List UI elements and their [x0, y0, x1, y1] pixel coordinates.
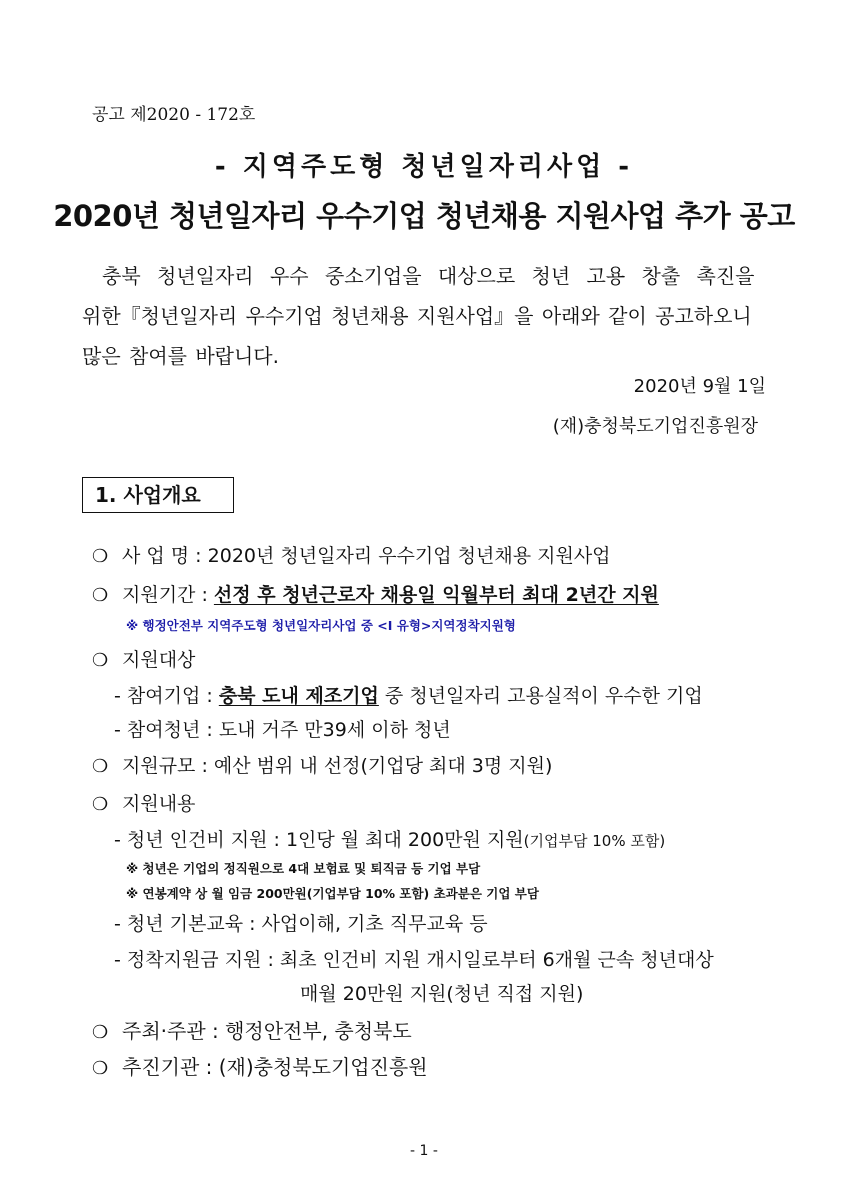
support-target-label: 지원대상 — [122, 649, 196, 671]
labor-cost-item — [114, 825, 665, 852]
bullet-icon: ❍ — [92, 585, 109, 606]
agency-label: 추진기관 : — [122, 1055, 213, 1079]
intro-line-1: 충북 청년일자리 우수 중소기업을 대상으로 청년 고용 창출 촉진을 — [102, 264, 755, 288]
settlement-grant-value-2: 매월 20만원 지원(청년 직접 지원) — [300, 983, 584, 1005]
document-title: 2020년 청년일자리 우수기업 청년채용 지원사업 추가 공고 — [53, 199, 795, 233]
bullet-icon: ❍ — [92, 650, 109, 671]
labor-cost-note-2: ※ 연봉계약 상 월 임금 200만원(기업부담 10% 포함) 초과분은 기업 부담 — [126, 886, 539, 901]
settlement-grant-value-1: 최초 인건비 지원 개시일로부터 6개월 근속 청년대상 — [279, 949, 714, 971]
support-period-note: ※ 행정안전부 지역주도형 청년일자리사업 중 <Ⅰ 유형>지역정착지원형 — [126, 618, 516, 633]
host-value: 행정안전부, 충청북도 — [225, 1019, 412, 1043]
intro-line-2: 위한『청년일자리 우수기업 청년채용 지원사업』을 아래와 같이 공고하오니 — [82, 304, 752, 328]
page-number: - 1 - — [410, 1143, 438, 1159]
agency-item — [92, 1051, 428, 1080]
basic-education-item — [114, 909, 488, 936]
project-name-label: 사 업 명 : — [122, 545, 202, 567]
participating-youth-value: 도내 거주 만39세 이하 청년 — [218, 719, 451, 741]
support-target-item — [92, 645, 195, 672]
support-content-item — [92, 789, 195, 816]
host-item — [92, 1015, 412, 1044]
notice-date: 2020년 9월 1일 — [633, 376, 766, 397]
participating-company-rest: 중 청년일자리 고용실적이 우수한 기업 — [384, 685, 703, 707]
notice-number: 공고 제2020 - 172호 — [92, 105, 256, 125]
intro-line-3: 많은 참여를 바랍니다. — [82, 344, 279, 368]
section-heading-overview: 1. 사업개요 — [82, 477, 234, 513]
support-scale-label: 지원규모 : — [122, 755, 208, 777]
participating-youth-label: - 참여청년 : — [114, 719, 213, 741]
support-period-item — [92, 580, 659, 607]
bullet-icon: ❍ — [92, 794, 109, 815]
participating-company-item — [114, 681, 703, 708]
bullet-icon: ❍ — [92, 756, 109, 777]
support-scale-value: 예산 범위 내 선정(기업당 최대 3명 지원) — [213, 755, 553, 777]
agency-value: (재)충청북도기업진흥원 — [218, 1055, 428, 1079]
host-label: 주최·주관 : — [122, 1019, 219, 1043]
settlement-grant-label: - 정착지원금 지원 : — [114, 949, 274, 971]
support-scale-item — [92, 751, 552, 778]
project-name-item — [92, 541, 611, 568]
labor-cost-small-note: (기업부담 10% 포함) — [523, 832, 666, 850]
participating-company-label: - 참여기업 : — [114, 685, 213, 707]
settlement-grant-item — [114, 945, 714, 972]
support-period-value: 선정 후 청년근로자 채용일 익월부터 최대 2년간 지원 — [213, 584, 659, 606]
issuer-name: (재)충청북도기업진흥원장 — [552, 416, 758, 437]
project-name-value: 2020년 청년일자리 우수기업 청년채용 지원사업 — [207, 545, 611, 567]
participating-company-highlight: 충북 도내 제조기업 — [218, 685, 379, 707]
basic-education-value: 사업이해, 기초 직무교육 등 — [261, 913, 488, 935]
bullet-icon: ❍ — [92, 1058, 109, 1079]
labor-cost-label: - 청년 인건비 지원 : — [114, 829, 280, 851]
bullet-icon: ❍ — [92, 1022, 109, 1043]
basic-education-label: - 청년 기본교육 : — [114, 913, 256, 935]
intro-paragraph — [82, 256, 770, 376]
participating-youth-item — [114, 715, 451, 742]
support-content-label: 지원내용 — [122, 793, 196, 815]
bullet-icon: ❍ — [92, 546, 109, 567]
labor-cost-value: 1인당 월 최대 200만원 지원 — [285, 829, 524, 851]
document-subtitle: - 지역주도형 청년일자리사업 - — [214, 152, 634, 182]
labor-cost-note-1: ※ 청년은 기업의 정직원으로 4대 보험료 및 퇴직금 등 기업 부담 — [126, 861, 481, 876]
support-period-label: 지원기간 : — [122, 584, 208, 606]
